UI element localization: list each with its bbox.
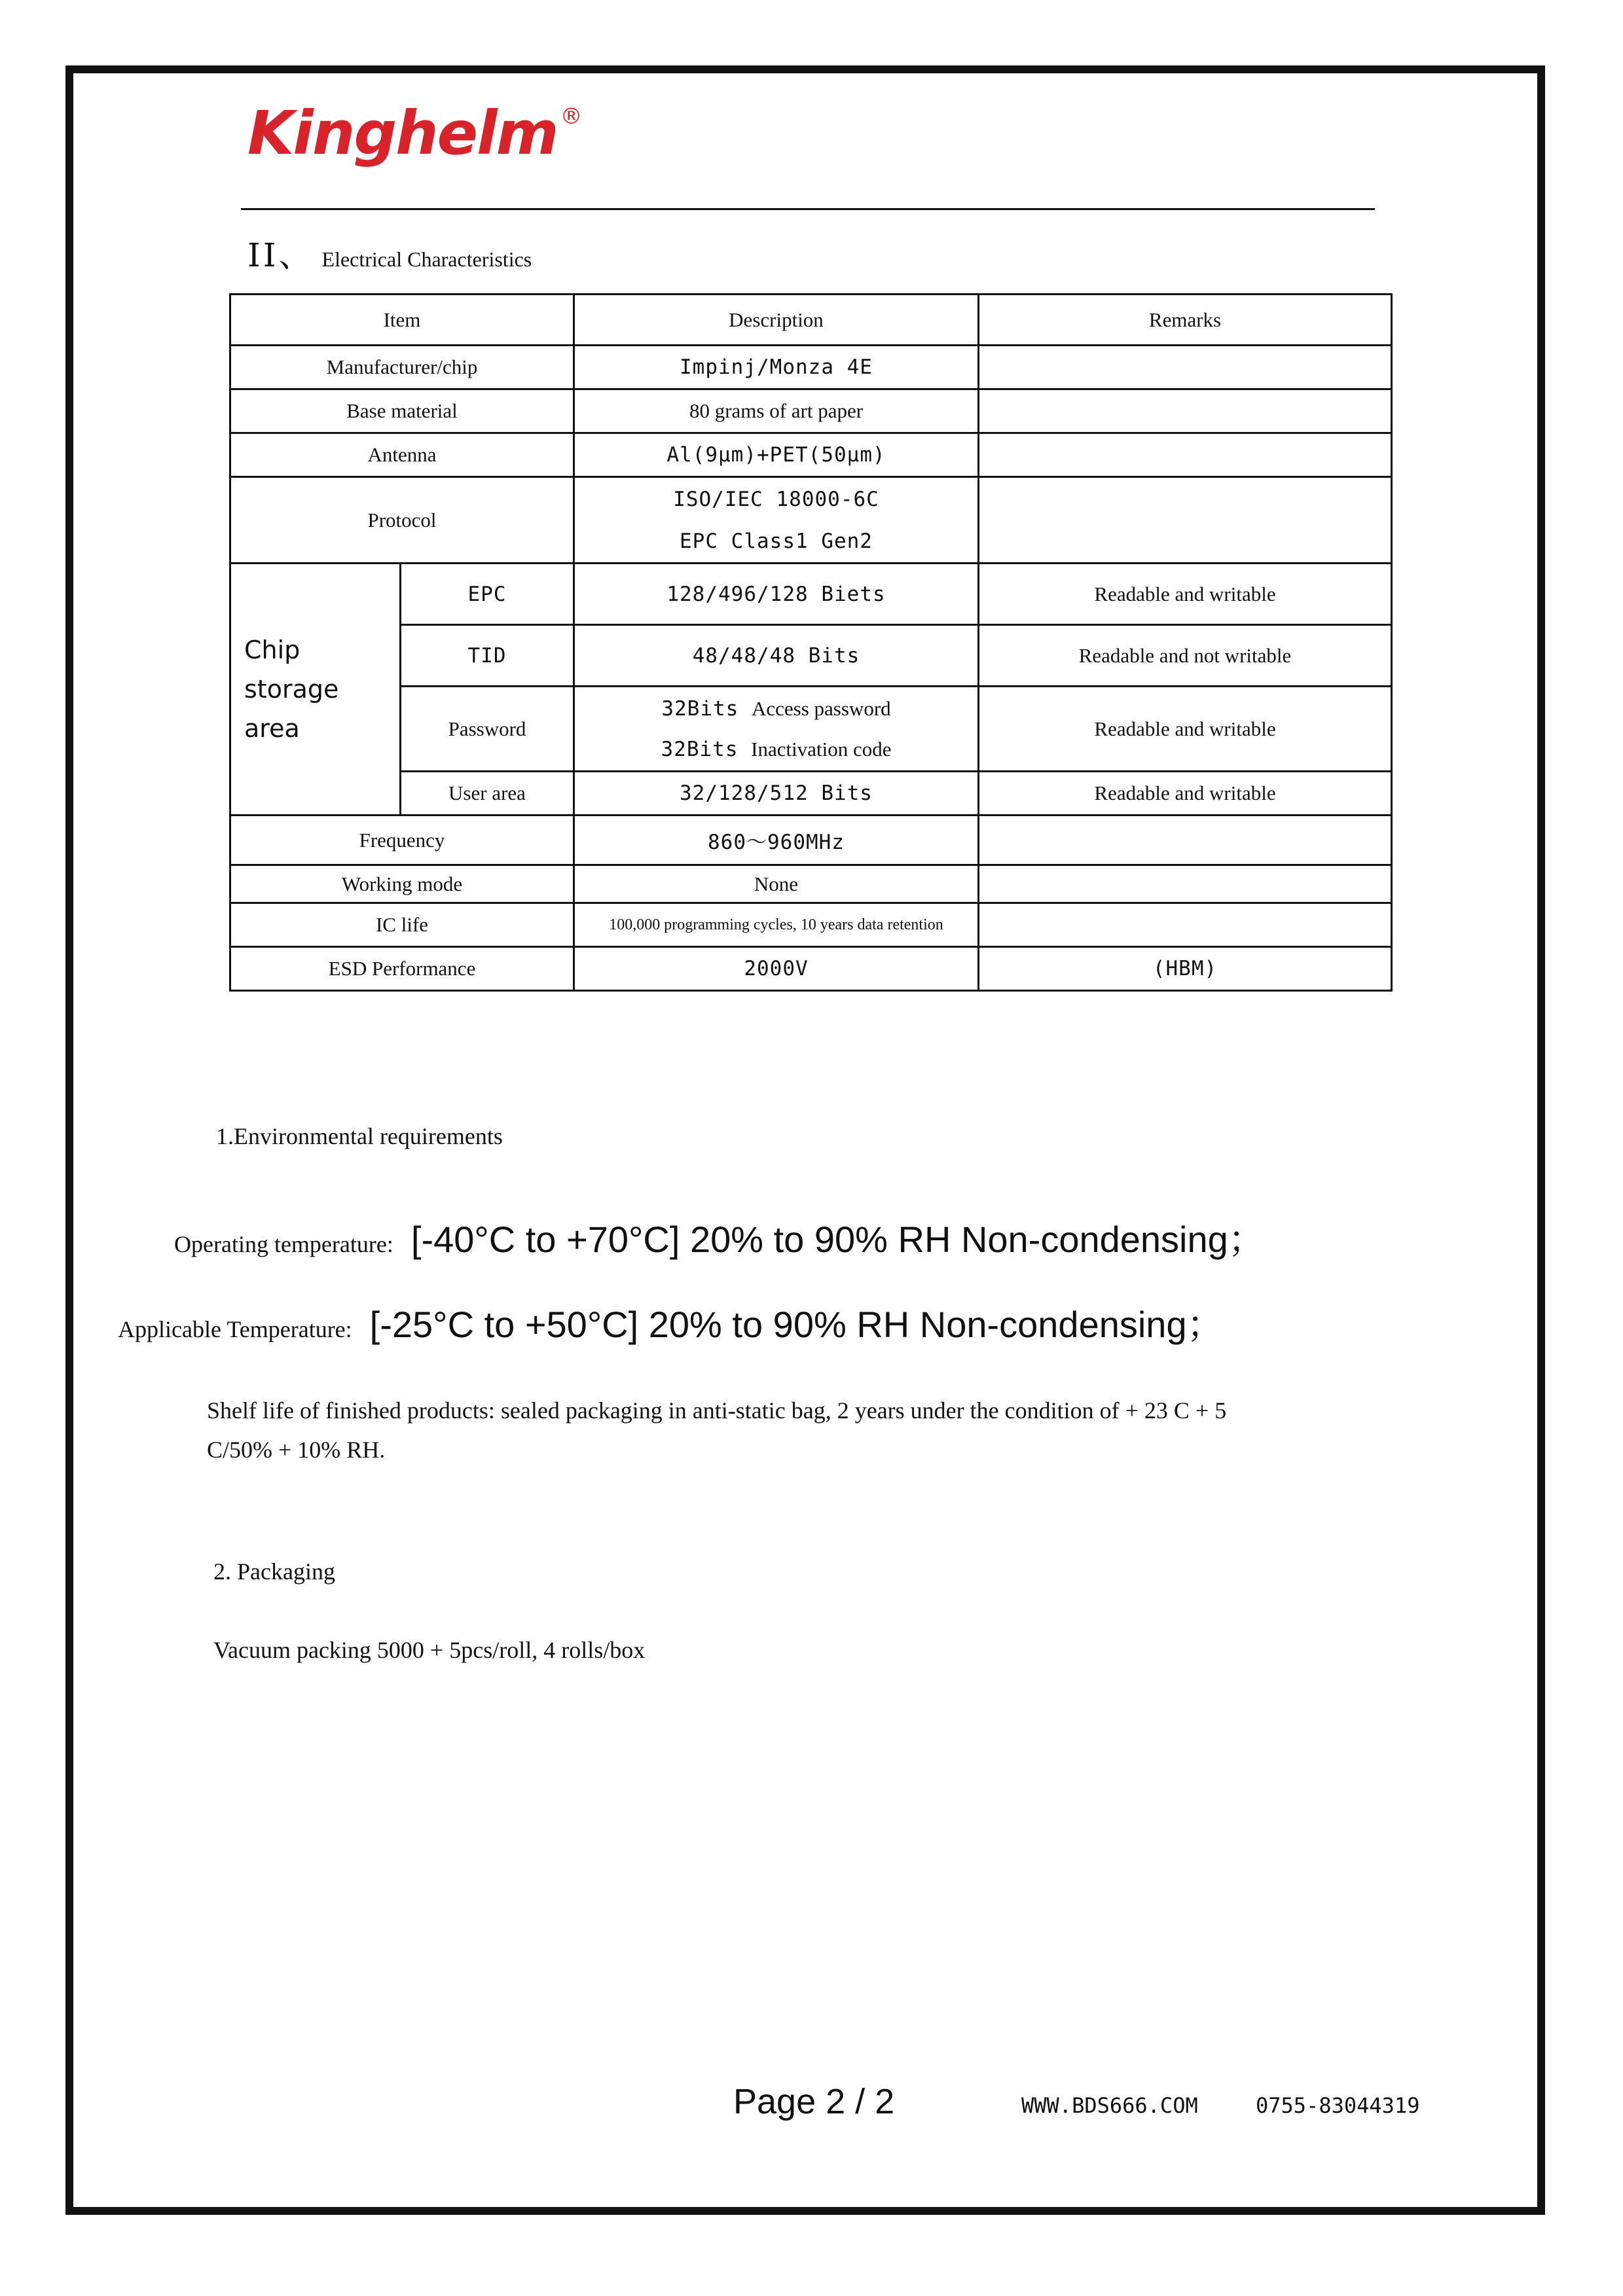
user-area-sub: User area [401,772,574,816]
table-row [230,816,1392,865]
table-row [230,625,1392,687]
applicable-label: Applicable Temperature: [118,1316,352,1342]
table-row [230,433,1392,477]
antenna-item: Antenna [230,433,574,477]
operating-value: [-40°C to +70°C] 20% to 90% RH Non-condensing； [410,1219,1265,1260]
password-line-1-value: 32Bits [661,696,739,721]
section-heading [247,229,532,276]
header-description: Description [574,295,979,346]
shelf-life-line-2: C/50% + 10% RH. [207,1437,386,1463]
kinghelm-logo [247,98,581,168]
header-rule [241,208,1375,210]
ic-life-remarks [979,903,1392,947]
password-line-1-label: Access password [752,696,891,720]
protocol-description [574,477,979,564]
chip-storage-label [230,564,401,816]
table-row [230,903,1392,947]
esd-description: 2000V [574,947,979,991]
password-line-2-value: 32Bits [661,737,739,761]
user-area-remarks: Readable and writable [979,772,1392,816]
packaging-text: Vacuum packing 5000 + 5pcs/roll, 4 rolls/box [213,1637,646,1663]
password-description [574,687,979,772]
manufacturer-remarks [979,346,1392,389]
epc-remarks: Readable and writable [979,564,1392,625]
user-area-description: 32/128/512 Bits [574,772,979,816]
website-url: WWW.BDS666.COM [1021,2093,1198,2118]
chip-storage-line-1: Chip [244,636,301,664]
section-number: II、 [247,236,314,274]
applicable-value: [-25°C to +50°C] 20% to 90% RH Non-condensing； [369,1304,1224,1345]
password-line-2-label: Inactivation code [751,737,892,761]
esd-item: ESD Performance [230,947,574,991]
environmental-heading: 1.Environmental requirements [216,1123,503,1149]
working-mode-remarks [979,865,1392,903]
table-header-row [230,295,1392,346]
operating-label: Operating temperature: [174,1231,393,1257]
protocol-line-1: ISO/IEC 18000-6C [673,487,879,511]
shelf-life-paragraph [207,1391,1385,1469]
manufacturer-description: Impinj/Monza 4E [574,346,979,389]
table-row [230,772,1392,816]
logo-text: Kinghelm [247,98,558,168]
tid-remarks: Readable and not writable [979,625,1392,687]
password-line-2 [580,729,972,770]
ic-life-item: IC life [230,903,574,947]
table-row [230,477,1392,564]
epc-sub: EPC [401,564,574,625]
password-sub: Password [401,687,574,772]
table-row [230,346,1392,389]
ic-life-description: 100,000 programming cycles, 10 years data retention [574,903,979,947]
frequency-item: Frequency [230,816,574,865]
page-number: Page 2 / 2 [733,2082,895,2121]
manufacturer-item: Manufacturer/chip [230,346,574,389]
tid-description: 48/48/48 Bits [574,625,979,687]
base-material-item: Base material [230,389,574,433]
table-row [230,687,1392,772]
esd-remarks: (HBM) [979,947,1392,991]
working-mode-description: None [574,865,979,903]
section-title: Electrical Characteristics [321,247,532,271]
working-mode-item: Working mode [230,865,574,903]
table-row [230,564,1392,625]
registered-mark: ® [560,103,581,130]
password-line-1 [580,689,972,729]
header-item: Item [230,295,574,346]
table-row [230,947,1392,991]
password-remarks: Readable and writable [979,687,1392,772]
base-material-description: 80 grams of art paper [574,389,979,433]
applicable-temperature-line [118,1296,1224,1348]
table-row [230,389,1392,433]
frequency-description: 860～960MHz [574,816,979,865]
antenna-remarks [979,433,1392,477]
protocol-remarks [979,477,1392,564]
phone-number: 0755-83044319 [1256,2093,1420,2118]
electrical-characteristics-table [229,293,1393,992]
tid-sub: TID [401,625,574,687]
packaging-heading: 2. Packaging [213,1558,335,1585]
operating-temperature-line [174,1211,1265,1263]
protocol-item: Protocol [230,477,574,564]
base-material-remarks [979,389,1392,433]
chip-storage-line-2: storage area [244,675,339,743]
epc-description: 128/496/128 Biets [574,564,979,625]
shelf-life-line-1: Shelf life of finished products: sealed packaging in anti-static bag, 2 years under the condition of + 23 C + 5 [207,1397,1227,1424]
header-remarks: Remarks [979,295,1392,346]
antenna-description: Al(9μm)+PET(50μm) [574,433,979,477]
table-row [230,865,1392,903]
frequency-remarks [979,816,1392,865]
protocol-line-2: EPC Class1 Gen2 [680,529,873,553]
